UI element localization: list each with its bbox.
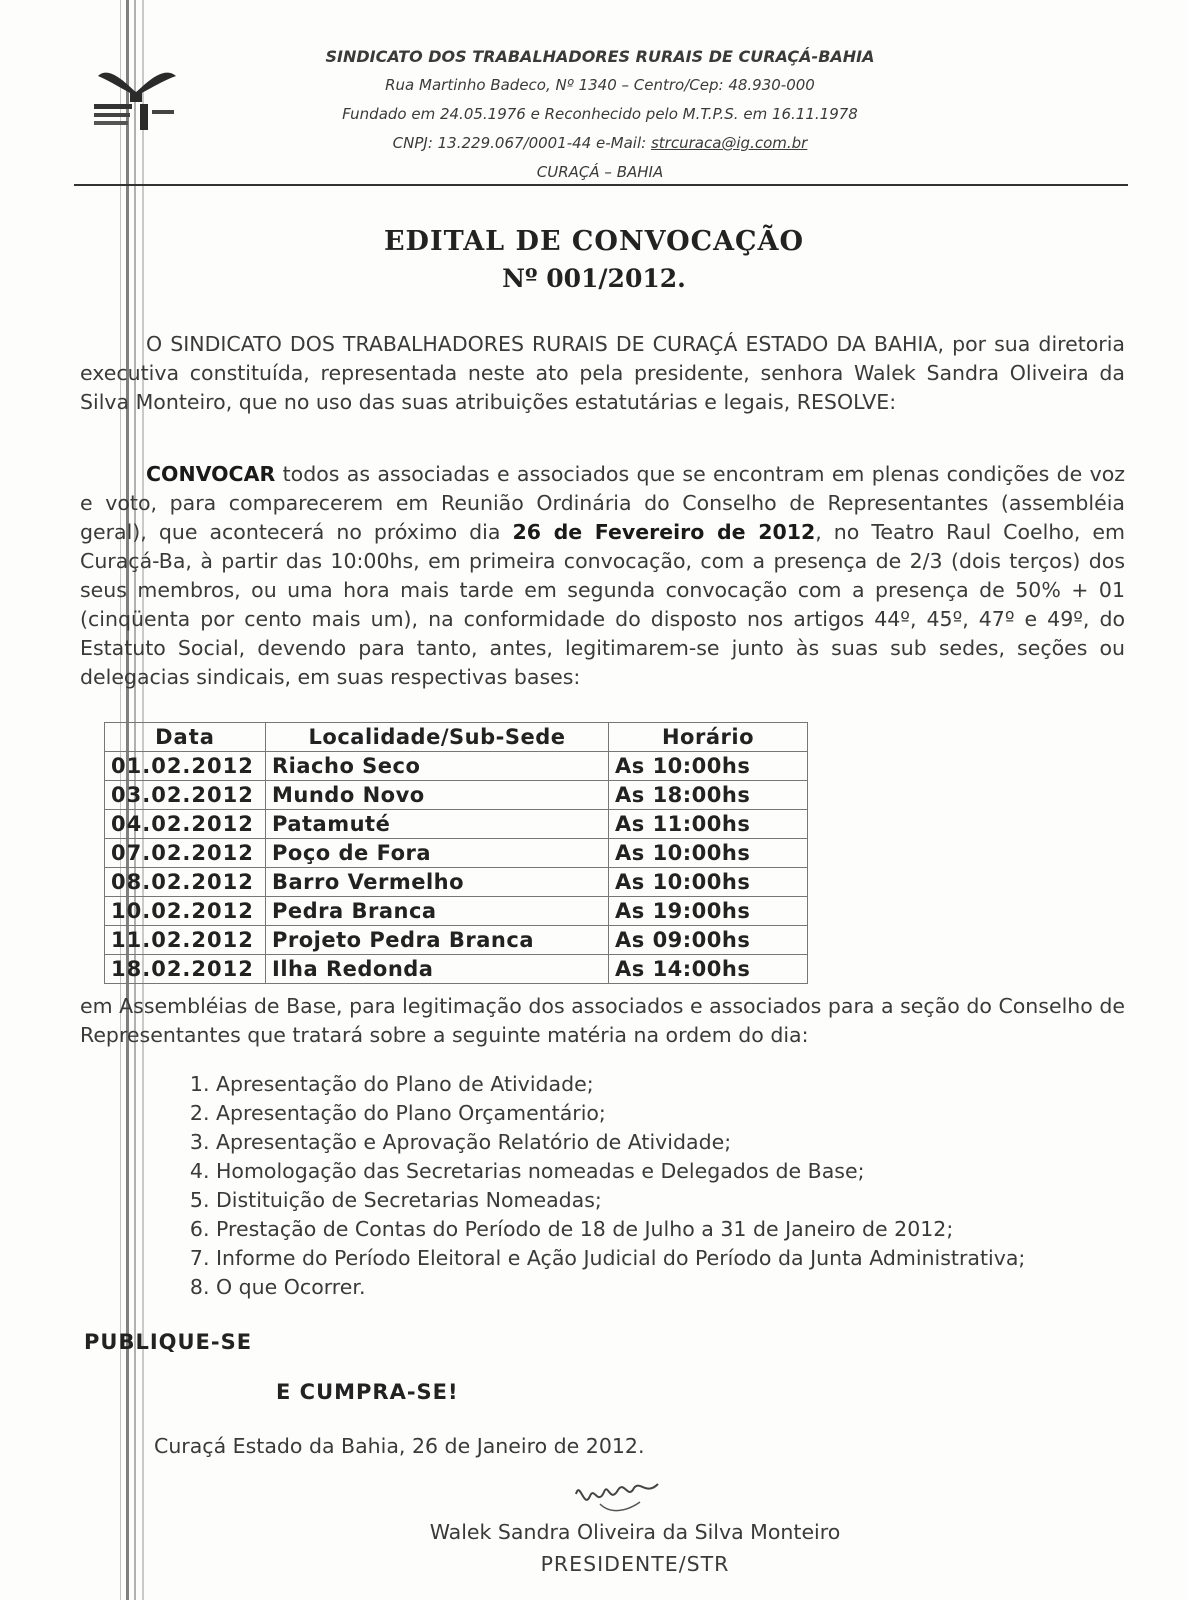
union-logo-icon: [90, 62, 182, 136]
table-row: [105, 955, 808, 984]
intro-paragraph: O SINDICATO DOS TRABALHADORES RURAIS DE CURAÇÁ ESTADO DA BAHIA, por sua diretoria executiva constituída, representada neste ato pela presidente, senhora Walek Sandra Oliveira da Silva Monteiro, que no uso das suas atribuições estatutárias e legais, RESOLVE:: [80, 332, 1125, 414]
document-title: EDITAL DE CONVOCAÇÃO: [383, 226, 805, 257]
schedule-header-row: [105, 723, 808, 752]
signer-name: Walek Sandra Oliveira da Silva Monteiro: [429, 1520, 841, 1544]
row-location: Riacho Seco: [266, 752, 609, 781]
convocation-text-1: todos as associadas e associados que se encontram em plenas condições de voz e voto, para comparecerem em Reunião Ordinária do Conselho de Representantes (assembléia geral), que acontecerá no próximo dia: [80, 462, 1125, 544]
org-name: SINDICATO DOS TRABALHADORES RURAIS DE CURAÇÁ-BAHIA: [325, 47, 875, 66]
org-founded: Fundado em 24.05.1976 e Reconhecido pelo M.T.P.S. em 16.11.1978: [342, 105, 858, 123]
signer-role: PRESIDENTE/STR: [540, 1552, 730, 1576]
row-time: As 10:00hs: [609, 868, 808, 897]
handwritten-signature-icon: [570, 1470, 665, 1526]
dateline: Curaçá Estado da Bahia, 26 de Janeiro de 2012.: [154, 1434, 645, 1458]
row-date: 04.02.2012: [105, 810, 266, 839]
row-date: 03.02.2012: [105, 781, 266, 810]
convocation-paragraph: [80, 460, 1125, 692]
row-location: Patamuté: [266, 810, 609, 839]
column-header-location: Localidade/Sub-Sede: [266, 723, 609, 752]
row-time: As 11:00hs: [609, 810, 808, 839]
email-link[interactable]: strcuraca@ig.com.br: [650, 134, 808, 152]
row-time: As 14:00hs: [609, 955, 808, 984]
schedule-table: [104, 722, 808, 984]
table-row: [105, 810, 808, 839]
agenda-item: 1. Apresentação do Plano de Atividade;: [216, 1070, 1171, 1099]
publique-se-text: PUBLIQUE-SE: [84, 1330, 253, 1354]
row-date: 18.02.2012: [105, 955, 266, 984]
row-location: Mundo Novo: [266, 781, 609, 810]
row-date: 01.02.2012: [105, 752, 266, 781]
convocar-keyword: CONVOCAR: [146, 462, 276, 486]
table-row: [105, 868, 808, 897]
org-address: Rua Martinho Badeco, Nº 1340 – Centro/Cep: 48.930-000: [385, 76, 815, 94]
agenda-item: 7. Informe do Período Eleitoral e Ação Judicial do Período da Junta Administrativa;: [216, 1244, 1171, 1273]
org-contact: [240, 129, 960, 158]
row-time: As 09:00hs: [609, 926, 808, 955]
document-number: Nº 001/2012.: [502, 264, 686, 293]
agenda-item: 3. Apresentação e Aprovação Relatório de Atividade;: [216, 1128, 1171, 1157]
row-date: 07.02.2012: [105, 839, 266, 868]
row-time: As 19:00hs: [609, 897, 808, 926]
meeting-date: 26 de Fevereiro de 2012: [512, 520, 816, 544]
row-date: 08.02.2012: [105, 868, 266, 897]
row-location: Barro Vermelho: [266, 868, 609, 897]
letterhead: [240, 42, 960, 187]
org-city: CURAÇÁ – BAHIA: [536, 163, 664, 181]
agenda-item: 2. Apresentação do Plano Orçamentário;: [216, 1099, 1171, 1128]
table-row: [105, 752, 808, 781]
table-row: [105, 781, 808, 810]
agenda-list: [174, 1070, 1171, 1302]
row-time: As 18:00hs: [609, 781, 808, 810]
column-header-date: Data: [105, 723, 266, 752]
row-location: Poço de Fora: [266, 839, 609, 868]
agenda-item: 8. O que Ocorrer.: [216, 1273, 1171, 1302]
assembly-paragraph: em Assembléias de Base, para legitimação dos associados e associados para a seção do Conselho de Representantes que tratará sobre a seguinte matéria na ordem do dia:: [80, 994, 1125, 1047]
cnpj-text: CNPJ: 13.229.067/0001-44 e-Mail:: [392, 134, 647, 152]
row-time: As 10:00hs: [609, 752, 808, 781]
row-time: As 10:00hs: [609, 839, 808, 868]
row-date: 11.02.2012: [105, 926, 266, 955]
cumpra-se-text: E CUMPRA-SE!: [276, 1380, 459, 1404]
header-divider: [74, 184, 1128, 186]
agenda-item: 6. Prestação de Contas do Período de 18 de Julho a 31 de Janeiro de 2012;: [216, 1215, 1171, 1244]
table-row: [105, 897, 808, 926]
row-location: Projeto Pedra Branca: [266, 926, 609, 955]
row-location: Ilha Redonda: [266, 955, 609, 984]
table-row: [105, 926, 808, 955]
column-header-time: Horário: [609, 723, 808, 752]
agenda-item: 4. Homologação das Secretarias nomeadas e Delegados de Base;: [216, 1157, 1171, 1186]
row-location: Pedra Branca: [266, 897, 609, 926]
convocation-text-2: , no Teatro Raul Coelho, em Curaçá-Ba, à partir das 10:00hs, em primeira convocação, com a presença de 2/3 (dois terços) dos seus membros, ou uma hora mais tarde em segunda convocação com a presença de 50% + 01 (cinqüenta por cento mais um), na conformidade do disposto nos artigos 44º, 45º, 47º e 49º, do Estatuto Social, devendo para tanto, antes, legitimarem-se junto às suas sub sedes, seções ou delegacias sindicais, em suas respectivas bases:: [80, 520, 1125, 689]
row-date: 10.02.2012: [105, 897, 266, 926]
table-row: [105, 839, 808, 868]
agenda-item: 5. Distituição de Secretarias Nomeadas;: [216, 1186, 1171, 1215]
